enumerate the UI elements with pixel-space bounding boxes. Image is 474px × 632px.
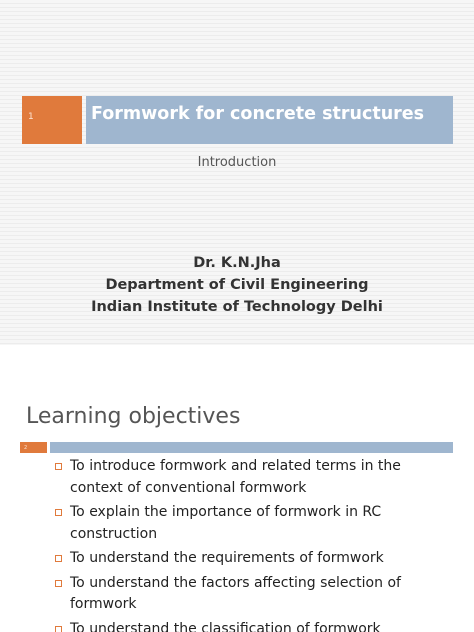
slide-subtitle: Introduction: [197, 155, 277, 170]
square-bullet-icon: [55, 626, 62, 632]
author-block: [0, 252, 474, 318]
title-bar: [86, 96, 453, 144]
slide-2: [0, 346, 474, 632]
list-item: [54, 573, 454, 616]
slide-number-box: [22, 96, 82, 144]
list-item: [54, 619, 454, 632]
square-bullet-icon: [55, 580, 62, 587]
objective-text: To understand the factors affecting selection of formwork: [70, 574, 401, 612]
objective-text: To introduce formwork and related terms in the context of conventional formwork: [70, 458, 401, 496]
slide-title: Formwork for concrete structures: [91, 104, 425, 124]
objective-text: To understand the requirements of formwork: [70, 550, 384, 566]
square-bullet-icon: [55, 555, 62, 562]
author-institute: Indian Institute of Technology Delhi: [91, 299, 383, 315]
heading-rule: [50, 442, 453, 453]
objectives-list: [54, 456, 454, 632]
author-department: Department of Civil Engineering: [105, 277, 369, 293]
list-item: [54, 502, 454, 545]
square-bullet-icon: [55, 463, 62, 470]
slide-heading: Learning objectives: [26, 404, 241, 429]
slide-number-box: [20, 442, 47, 453]
slide-number: 1: [28, 112, 34, 122]
slide-number: 2: [24, 445, 28, 451]
objective-text: To understand the classification of formwork: [70, 620, 381, 632]
list-item: [54, 456, 454, 499]
square-bullet-icon: [55, 509, 62, 516]
objective-text: To explain the importance of formwork in RC construction: [70, 504, 382, 542]
list-item: [54, 548, 454, 570]
author-name: Dr. K.N.Jha: [193, 255, 281, 271]
